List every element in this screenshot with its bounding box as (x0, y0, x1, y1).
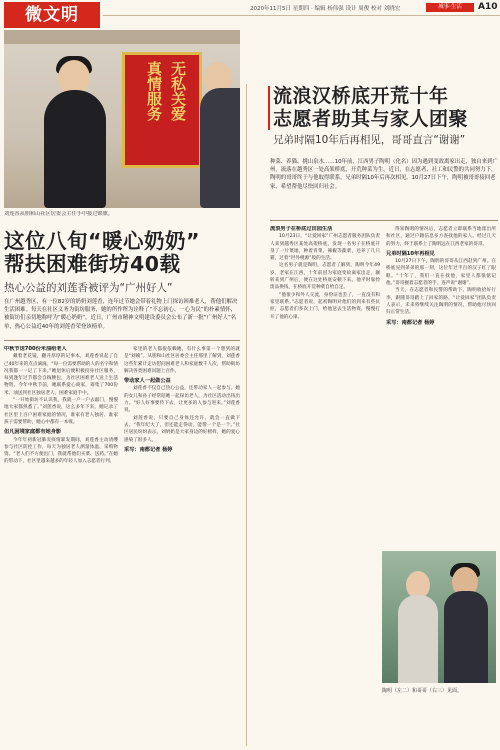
paragraph: “他很少和外人交流，身份证也丢了，一直没有和家里联系。”志愿者说，起初陶明对他们的到来有些抗拒，志愿者们多次上门，给他送去生活物资，慢慢打开了他的心扉。 (270, 292, 380, 320)
article-lead: 种菜、养猫、挑山泉水……10年前，江西男子陶明（化名）因为遇到变故离家出走，独自来到广州，流落在越秀区一处高架桥底，开荒种菜为生。近日，在志愿者、社工和民警的共同努力下，陶明的哥哥终于与他取得联系，兄弟时隔10年后再次相见。10月27日下午，陶明被哥哥接回老家，希望帮他尽快回归社会。 (270, 159, 498, 190)
article-column-3 (270, 226, 380, 742)
paragraph: 刘莲香不仅自己热心公益，还带动家人一起参与。她的女儿和孙子经常陪她一起探访老人，为社区活动出钱出力。“好人好事要传下去，让更多的人参与进来。”刘莲香说。 (124, 386, 240, 414)
article-column-1 (4, 346, 118, 744)
header-rule (103, 15, 500, 16)
person-right (444, 591, 488, 683)
byline: 采写：南都记者 杨婷 (124, 446, 173, 453)
paragraph: 这名男子就是陶明。志愿者了解到，陶明今年49岁，老家在江西，十年前因为家庭变故离家出走，辗转来到广州后，便在这处桥底安顿下来。他平时靠捡废品换钱，在桥底开荒种菜自给自足。 (270, 263, 380, 291)
section-subhead: 流浪男子在桥底过田园生活 (270, 226, 333, 232)
section-subhead: 但凡困境家庭都有她身影 (4, 429, 62, 436)
headline-line2: 帮扶困难街坊40载 (4, 252, 181, 276)
byline: 采写：南都记者 杨婷 (386, 319, 435, 326)
section-tag: 城事·生活 (426, 3, 474, 12)
pennant-text-col1: 无私关爱 (169, 61, 187, 121)
headline-line1: 这位八旬“暖心奶奶” (4, 229, 200, 253)
article-lead: 在广州越秀区，有一位82岁的奶奶刘莲香，连年过节她会带着礼物上门探访困难老人，帮他们解决生活困难。每天在社区义务为街坊服务，她的所作所为诠释了“不忘初心、一心为民”的朴素情怀，被街坊们亲切地称呼为“暖心奶奶”。近日，广州市精神文明建设委员会公布了新一批“广州好人”名单，热心公益近40年的刘莲香荣登该榜单。 (4, 299, 238, 330)
photo-brothers-reunion (382, 551, 496, 683)
paragraph: 家里的老人都很依赖她，有什么事第一个想到的就是“刘姨”。从朋和山社区居委会主任那里了解到，刘莲香这些年累计走访慰问困难老人和家庭数千人次，帮助街坊解决各类困难问题上百件。 (124, 347, 240, 374)
section-subhead: 中秋节送700份米油给老人 (4, 346, 67, 352)
photo-caption: 刘莲香从朋和山社区居委会主任手中接过锦旗。 (4, 211, 113, 217)
page-number: A10 (478, 2, 498, 12)
section-subhead: 兄弟时隔10年再相见 (386, 250, 435, 257)
date-line: 2020年11月5日 星期四 · 编辑 杨伟强 设计 周俊 校对 刘晓宏 (250, 6, 401, 12)
section-logo: 微文明 (4, 2, 100, 28)
headline-line1: 流浪汉桥底开荒十年 (273, 85, 449, 107)
article-column-2 (124, 346, 240, 744)
divider (4, 340, 240, 341)
article-column-4 (386, 226, 496, 546)
paragraph: 今年年初新冠肺炎疫情暴发期间，刘莲香主动请缨参与社区防控工作，每天为独居老人测量体温、采购物资。“老人们不方便出门，我就帮他们买菜、送药。”在她的带动下，社区里越来越多的年轻人加入志愿者行列。 (4, 437, 118, 465)
subheadline: 热心公益的刘莲香被评为“广州好人” (4, 282, 173, 294)
subheadline: 兄弟时隔10年后再相见，哥哥直言“谢谢” (273, 134, 466, 146)
person-elder (44, 90, 106, 208)
column-divider (246, 84, 247, 746)
person-official (200, 88, 240, 208)
divider (270, 220, 498, 221)
paragraph: 10月27日下午，陶明的哥哥从江西赶到广州。在桥底见到弟弟的那一刻，这位年过半百的汉子红了眼眶。“十年了，我们一直在找他，家里人都很惦记他。”哥哥握着志愿者的手，连声说“谢谢”。 (386, 259, 496, 287)
paragraph: “一开始街坊不认识我，我就一户一户去敲门，慢慢地大家都熟悉了。”刘莲香说，这么多年下来，她记录了社区里上百户困难家庭的情况，谁家有老人独居、谁家孩子需要帮助，她心中都有一本账。 (4, 398, 118, 425)
pennant-banner (122, 52, 202, 168)
headline-line2: 志愿者助其与家人团聚 (273, 108, 469, 130)
section-subhead: 带动家人一起做公益 (124, 378, 171, 385)
person-left (398, 595, 438, 683)
pennant-text-col2: 真情服务 (145, 61, 163, 121)
headline-accent (268, 86, 270, 130)
paragraph: 得知陶明的情况后，志愿者立即联系当地派出所和社区，通过户籍信息多方查找他的家人。经过几天的努力，终于联系上了陶明远在江西老家的哥哥。 (386, 227, 496, 247)
photo-backdrop (4, 30, 240, 44)
paragraph: 10月23日，“让爱回家”广州志愿者服务团队负责人来到越秀区某处高架桥底，发现一名男子在桥底开垦了一片菜地，种着青菜、辣椒等蔬菜，还养了几只猫，过着“世外桃源”般的生活。 (270, 234, 380, 262)
photo-caption: 陶明（左二）和哥哥（右三）见面。 (382, 688, 463, 694)
paragraph: 戴着老花镜，翻开厚厚的记事本，刘莲香说起了自己40年来的点点滴滴。“每一位需要帮助的人的名字和情况我都一一记了下来。”她退休后便积极投身社区服务，每到逢年过节都会自掏腰包，为社区困难老人送上生活物资。今年中秋节前，她联系爱心商家，筹集了700份米、油送到社区独居老人、困难家庭手中。 (4, 354, 118, 396)
paragraph: 当天，在志愿者和民警的帮助下，陶明收拾好行李，跟随哥哥踏上了回家的路。“让爱回家”团队负责人表示，未来将继续关注陶明的情况，帮助他尽快回归正常生活。 (386, 288, 496, 316)
photo-pennant-presentation (4, 30, 240, 208)
paragraph: 刘莲香说，只要自己身体还允许，就会一直做下去。“我年纪大了，但还能走得动，能帮一个是一个。”社区居民纷纷表示，刘奶奶是大家身边的好榜样，她的爱心感染了很多人。 (124, 415, 240, 443)
